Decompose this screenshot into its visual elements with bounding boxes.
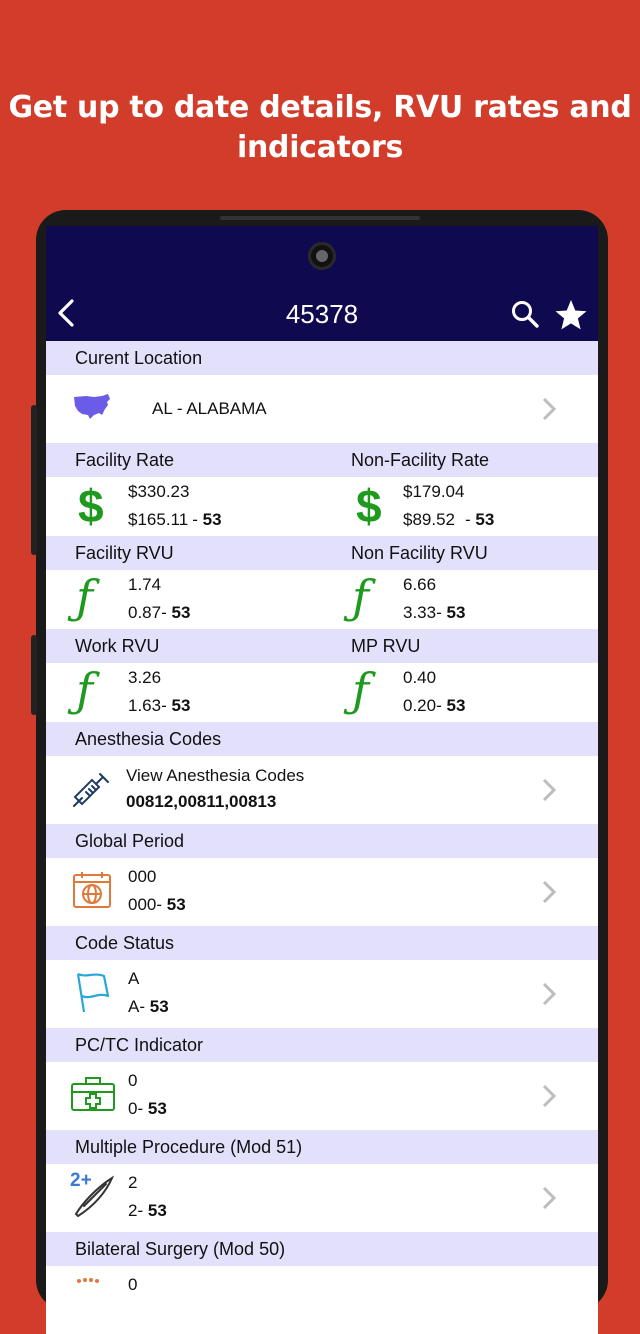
bilateral-icon [76,1276,100,1286]
chevron-right-icon[interactable] [540,1083,558,1109]
location-row[interactable] [46,375,598,443]
global-period-header: Global Period [75,831,185,851]
section-header-rates [46,443,598,477]
rvu-row [46,570,598,629]
work-rvu-value: 3.26 [128,668,162,687]
work-rvu-mod-value: 1.63 [128,696,162,715]
separator: - [192,510,198,529]
code-status-value: A [128,969,140,988]
function-f-icon: ƒ [76,663,94,717]
bilateral-row[interactable] [46,1266,598,1334]
phone-screen [46,226,598,1294]
location-header: Curent Location [75,348,203,368]
modifier-label: 53 [202,510,222,529]
pctc-header: PC/TC Indicator [75,1035,204,1055]
phone-volume-button [31,405,37,555]
dollar-icon: $ [356,480,382,532]
rates-row [46,477,598,536]
section-header-rvu [46,536,598,570]
pctc-row[interactable] [46,1062,598,1130]
facility-rvu-mod-value: 0.87 [128,603,162,622]
promo-line-1: Get up to date details, RVU rates and [8,90,632,125]
calendar-globe-icon [72,870,112,910]
code-status-mod [128,997,169,1017]
global-period-mod-value: 000 [128,895,157,914]
dollar-icon: $ [78,480,104,532]
bilateral-value: 0 [128,1275,138,1294]
chevron-right-icon[interactable] [540,1185,558,1211]
multiple-procedure-mod-value: 2 [128,1201,138,1220]
view-anesthesia-codes-link[interactable]: View Anesthesia Codes [126,766,305,785]
separator: - [465,510,471,529]
work-rvu-header: Work RVU [75,636,160,656]
nonfacility-rate-mod [403,510,494,530]
modifier-label: 53 [149,997,169,1016]
modifier-label: 53 [446,696,466,715]
usa-map-icon [72,393,112,421]
work-rvu-row [46,663,598,722]
work-rvu-mod [128,696,190,716]
anesthesia-codes-value: 00812,00811,00813 [126,792,277,811]
facility-rate-mod-value: $165.11 [128,510,189,529]
nonfacility-rate-value: $179.04 [403,482,465,501]
function-f-icon: ƒ [352,570,370,624]
modifier-label: 53 [171,696,191,715]
anesthesia-row[interactable] [46,756,598,824]
modifier-label: 53 [171,603,191,622]
global-period-mod [128,895,186,915]
front-camera [308,242,336,270]
section-header-bilateral [46,1232,598,1266]
chevron-right-icon[interactable] [540,879,558,905]
app-bar [46,226,598,341]
nonfacility-rvu-header: Non Facility RVU [351,543,488,563]
anesthesia-header: Anesthesia Codes [75,729,222,749]
multiple-procedure-header: Multiple Procedure (Mod 51) [75,1137,303,1157]
flag-icon [74,972,112,1014]
section-header-global-period [46,824,598,858]
first-aid-kit-icon [70,1076,116,1112]
syringe-icon [72,770,112,808]
separator: - [137,1201,144,1220]
facility-rvu-value: 1.74 [128,575,162,594]
section-header-anesthesia [46,722,598,756]
scalpel-icon [72,1174,116,1218]
modifier-label: 53 [147,1201,167,1220]
nonfacility-rate-mod-value: $89.52 [403,510,455,529]
facility-rvu-mod [128,603,190,623]
phone-speaker [220,216,420,220]
mp-rvu-mod [403,696,465,716]
multiple-procedure-mod [128,1201,167,1221]
separator: - [436,696,442,715]
code-status-mod-value: A [128,997,140,1016]
search-icon[interactable] [510,299,540,329]
function-f-icon: ƒ [76,570,94,624]
global-period-row[interactable] [46,858,598,926]
mp-rvu-mod-value: 0.20 [403,696,437,715]
phone-power-button [31,635,37,715]
modifier-label: 53 [475,510,495,529]
separator: - [139,997,146,1016]
location-value: AL - ALABAMA [152,399,267,418]
nonfacility-rvu-value: 6.66 [403,575,437,594]
section-header-location [46,341,598,375]
facility-rate-header: Facility Rate [75,450,175,470]
bilateral-header: Bilateral Surgery (Mod 50) [75,1239,286,1259]
global-period-value: 000 [128,867,157,886]
nonfacility-rvu-mod-value: 3.33 [403,603,437,622]
nonfacility-rvu-mod [403,603,465,623]
separator: - [436,603,442,622]
multiple-procedure-value: 2 [128,1173,138,1192]
pctc-mod [128,1099,167,1119]
detail-list [46,341,598,1334]
modifier-label: 53 [446,603,466,622]
chevron-right-icon[interactable] [540,396,558,422]
modifier-label: 53 [166,895,186,914]
mp-rvu-header: MP RVU [351,636,421,656]
section-header-multiple-procedure [46,1130,598,1164]
promo-headline [0,88,640,168]
multiple-badge: 2+ [70,1170,92,1191]
code-status-row[interactable] [46,960,598,1028]
separator: - [156,895,163,914]
section-header-pctc [46,1028,598,1062]
star-icon[interactable] [554,298,588,332]
separator: - [161,696,167,715]
chevron-right-icon[interactable] [540,981,558,1007]
nonfacility-rate-header: Non-Facility Rate [351,450,490,470]
separator: - [137,1099,144,1118]
facility-rate-value: $330.23 [128,482,190,501]
promo-line-2: indicators [236,130,404,165]
modifier-label: 53 [147,1099,167,1118]
separator: - [161,603,167,622]
multiple-procedure-row[interactable] [46,1164,598,1232]
section-header-work-rvu [46,629,598,663]
mp-rvu-value: 0.40 [403,668,437,687]
chevron-right-icon[interactable] [540,777,558,803]
facility-rvu-header: Facility RVU [75,543,174,563]
facility-rate-mod [128,510,222,530]
pctc-value: 0 [128,1071,138,1090]
page-title: 45378 [285,299,359,329]
pctc-mod-value: 0 [128,1099,138,1118]
function-f-icon: ƒ [352,663,370,717]
section-header-code-status [46,926,598,960]
code-status-header: Code Status [75,933,175,953]
